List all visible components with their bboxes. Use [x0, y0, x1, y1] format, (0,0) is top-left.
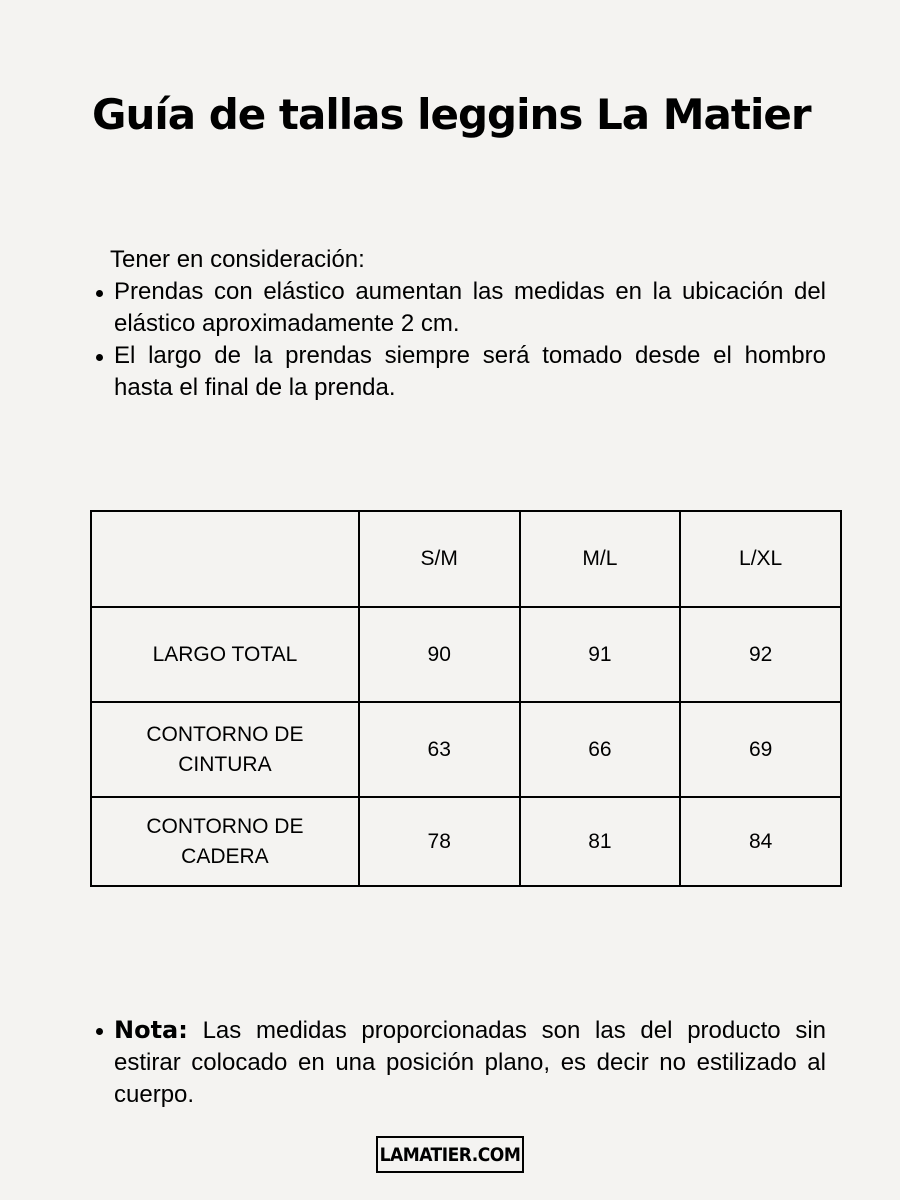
row-label: LARGO TOTAL	[91, 607, 359, 702]
list-item: Prendas con elástico aumentan las medidas en la ubicación del elástico aproximadamente 2 cm.	[92, 276, 826, 340]
note-list	[92, 1014, 826, 1111]
note-item	[92, 1014, 826, 1111]
website-badge: LAMATIER.COM	[376, 1136, 524, 1173]
note-section	[92, 1014, 826, 1111]
size-table	[90, 510, 842, 887]
table-cell: 63	[359, 702, 520, 797]
page-title: Guía de tallas leggins La Matier	[92, 90, 811, 139]
table-header-cell: M/L	[520, 511, 681, 607]
table-cell: 66	[520, 702, 681, 797]
table-cell: 90	[359, 607, 520, 702]
table-row	[91, 797, 841, 886]
considerations-list	[92, 276, 826, 404]
note-text: Las medidas proporcionadas son las del producto sin estirar colocado en una posición plano, es decir no estilizado al cuerpo.	[114, 1017, 826, 1108]
considerations-section	[92, 244, 826, 404]
table-cell: 78	[359, 797, 520, 886]
row-label: CONTORNO DE CINTURA	[91, 702, 359, 797]
table-cell: 69	[680, 702, 841, 797]
table-header-cell: S/M	[359, 511, 520, 607]
table-row	[91, 702, 841, 797]
table-cell: 92	[680, 607, 841, 702]
table-header-cell-empty	[91, 511, 359, 607]
row-label: CONTORNO DE CADERA	[91, 797, 359, 886]
list-item: El largo de la prendas siempre será tomado desde el hombro hasta el final de la prenda.	[92, 340, 826, 404]
table-cell: 84	[680, 797, 841, 886]
table-cell: 81	[520, 797, 681, 886]
table-header-row	[91, 511, 841, 607]
table-cell: 91	[520, 607, 681, 702]
considerations-heading: Tener en consideración:	[110, 246, 365, 273]
table-header-cell: L/XL	[680, 511, 841, 607]
table-row	[91, 607, 841, 702]
note-label: Nota:	[114, 1016, 188, 1044]
